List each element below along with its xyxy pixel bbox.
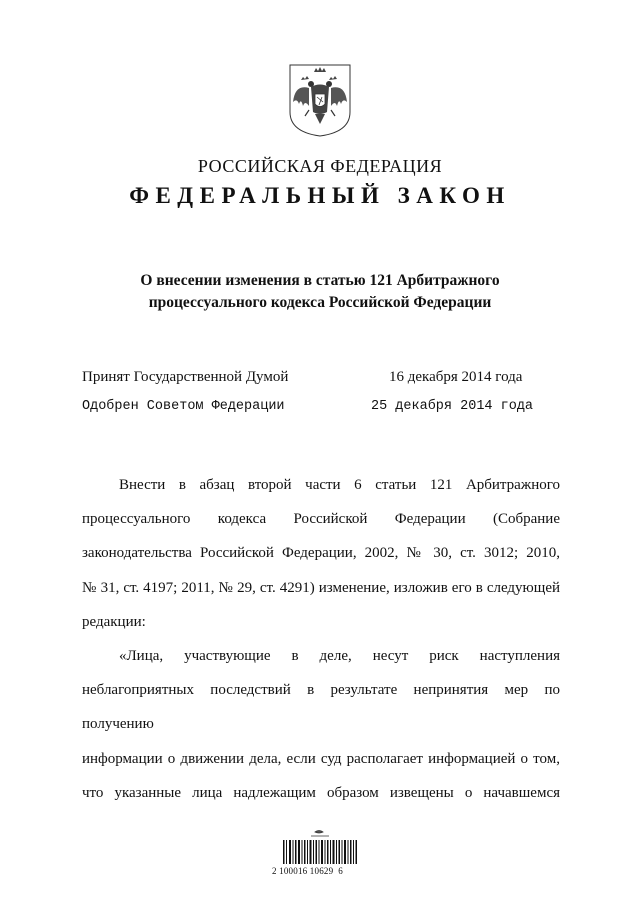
duma-adoption-date: 16 декабря 2014 года xyxy=(389,369,523,385)
coat-of-arms-emblem xyxy=(287,62,353,138)
text-line: Внести в абзац второй части 6 статьи 121 Арбитражного xyxy=(119,477,560,493)
text-line: информации о движении дела, если суд располагает информацией о том, xyxy=(82,750,560,767)
barcode xyxy=(281,828,359,892)
text-line: «Лица, участвующие в деле, несут риск наступления xyxy=(119,648,560,665)
law-title xyxy=(0,270,640,314)
paragraph xyxy=(82,639,560,673)
paragraph xyxy=(82,468,560,502)
council-approval-date: 25 декабря 2014 года xyxy=(371,399,534,414)
law-title-line: процессуального кодекса Российской Федерации xyxy=(148,294,492,311)
council-approval-label: Одобрен Советом Федерации xyxy=(82,399,285,414)
duma-adoption-label: Принят Государственной Думой xyxy=(82,369,289,385)
text-line: № 31, ст. 4197; 2011, № 29, ст. 4291) изменение, изложив его в следующей xyxy=(82,579,560,596)
law-body-text xyxy=(82,468,560,810)
law-title-line: О внесении изменения в статью 121 Арбитражного xyxy=(140,272,500,289)
barcode-number: 2 100016 10629 6 xyxy=(272,866,343,876)
country-heading: РОССИЙСКАЯ ФЕДЕРАЦИЯ xyxy=(197,156,443,176)
law-type-heading: ФЕДЕРАЛЬНЫЙ ЗАКОН xyxy=(129,183,511,208)
text-line: законодательства Российской Федерации, 2002, № 30, ст. 3012; 2010, xyxy=(82,545,560,562)
text-line: редакции: xyxy=(82,613,146,630)
text-line: что указанные лица надлежащим образом извещены о начавшемся xyxy=(82,784,560,801)
text-line: неблагоприятных последствий в результате непринятия мер по получению xyxy=(82,682,560,733)
text-line: процессуального кодекса Российской Федерации (Собрание xyxy=(82,511,560,528)
